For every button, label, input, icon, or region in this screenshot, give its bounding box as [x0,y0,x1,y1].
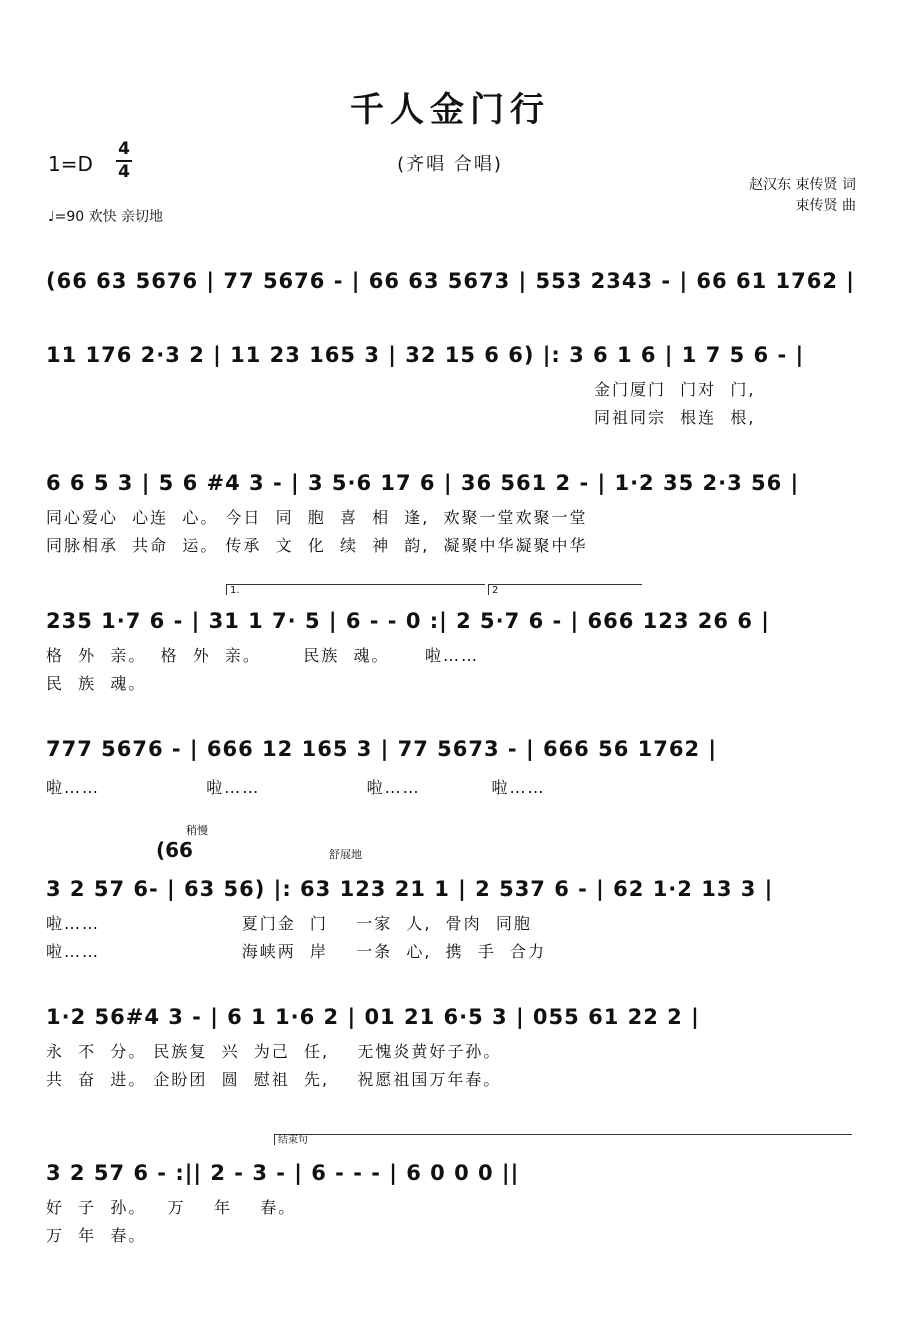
lyric-verse-2: 共 奋 进。 企盼团 圆 慰祖 先, 祝愿祖国万年春。 [46,1070,502,1089]
performance-style: (齐唱 合唱) [397,154,503,175]
tempo-change-slower: 稍慢 [186,824,208,837]
lyric-verse-2: 民 族 魂。 [46,674,147,693]
notation-line: 3 2 57 6 - :|| 2 - 3 - | 6 - - - | 6 0 0 0 || [46,1161,520,1185]
notation-line: (66 63 5676 | 77 5676 - | 66 63 5673 | 553 2343 - | 66 61 1762 | [46,269,855,293]
lyric-verse-1: 好 子 孙。 万 年 春。 [46,1198,297,1217]
notation-line: 235 1·7 6 - | 31 1 7· 5 | 6 - - 0 :| 2 5·7 6 - | 666 123 26 6 | [46,609,770,633]
lyric-verse-2: 同脉相承 共命 运。 传承 文 化 续 神 韵, 凝聚中华凝聚中华 [46,536,588,555]
lyric-verse-1: 啦…… 啦…… 啦…… 啦…… [46,778,546,797]
lyric-verse-1: 格 外 亲。 格 外 亲。 民族 魂。 啦…… [46,646,479,665]
time-signature-top: 4 [118,139,130,159]
lyric-verse-1: 永 不 分。 民族复 兴 为己 任, 无愧炎黄好子孙。 [46,1042,502,1061]
lyric-verse-1: 同心爱心 心连 心。 今日 同 胞 喜 相 逢, 欢聚一堂欢聚一堂 [46,508,588,527]
tempo-marking: ♩=90 欢快 亲切地 [48,209,164,225]
song-title: 千人金门行 [350,90,550,130]
composer-credit: 束传贤 曲 [795,198,856,214]
notation-line: 6 6 5 3 | 5 6 #4 3 - | 3 5·6 17 6 | 36 561 2 - | 1·2 35 2·3 56 | [46,471,800,495]
time-signature-bottom: 4 [118,162,130,182]
first-ending-bracket: 1. [226,584,485,595]
second-ending-bracket: 2 [488,584,642,595]
lyric-verse-2: 同祖同宗 根连 根, [594,408,756,427]
ending-phrase-bracket: 结束句 [274,1134,852,1145]
lyric-verse-1: 金门厦门 门对 门, [594,380,756,399]
lyric-verse-1: 啦…… 夏门金 门 一家 人, 骨肉 同胞 [46,914,532,933]
lyricist-credit: 赵汉东 束传贤 词 [749,177,856,193]
notation-line: 11 176 2·3 2 | 11 23 165 3 | 32 15 6 6) |: 3 6 1 6 | 1 7 5 6 - | [46,343,805,367]
key-signature: 1=D [48,152,93,176]
lyric-verse-2: 万 年 春。 [46,1226,147,1245]
notation-line: 1·2 56#4 3 - | 6 1 1·6 2 | 01 21 6·5 3 | 055 61 22 2 | [46,1005,700,1029]
notation-line: 3 2 57 6- | 63 56) |: 63 123 21 1 | 2 537 6 - | 62 1·2 13 3 | [46,877,774,901]
pickup-notes: (66 [156,838,193,862]
expression-mark: 舒展地 [329,848,362,861]
notation-line: 777 5676 - | 666 12 165 3 | 77 5673 - | 666 56 1762 | [46,737,718,761]
lyric-verse-2: 啦…… 海峡两 岸 一条 心, 携 手 合力 [46,942,547,961]
